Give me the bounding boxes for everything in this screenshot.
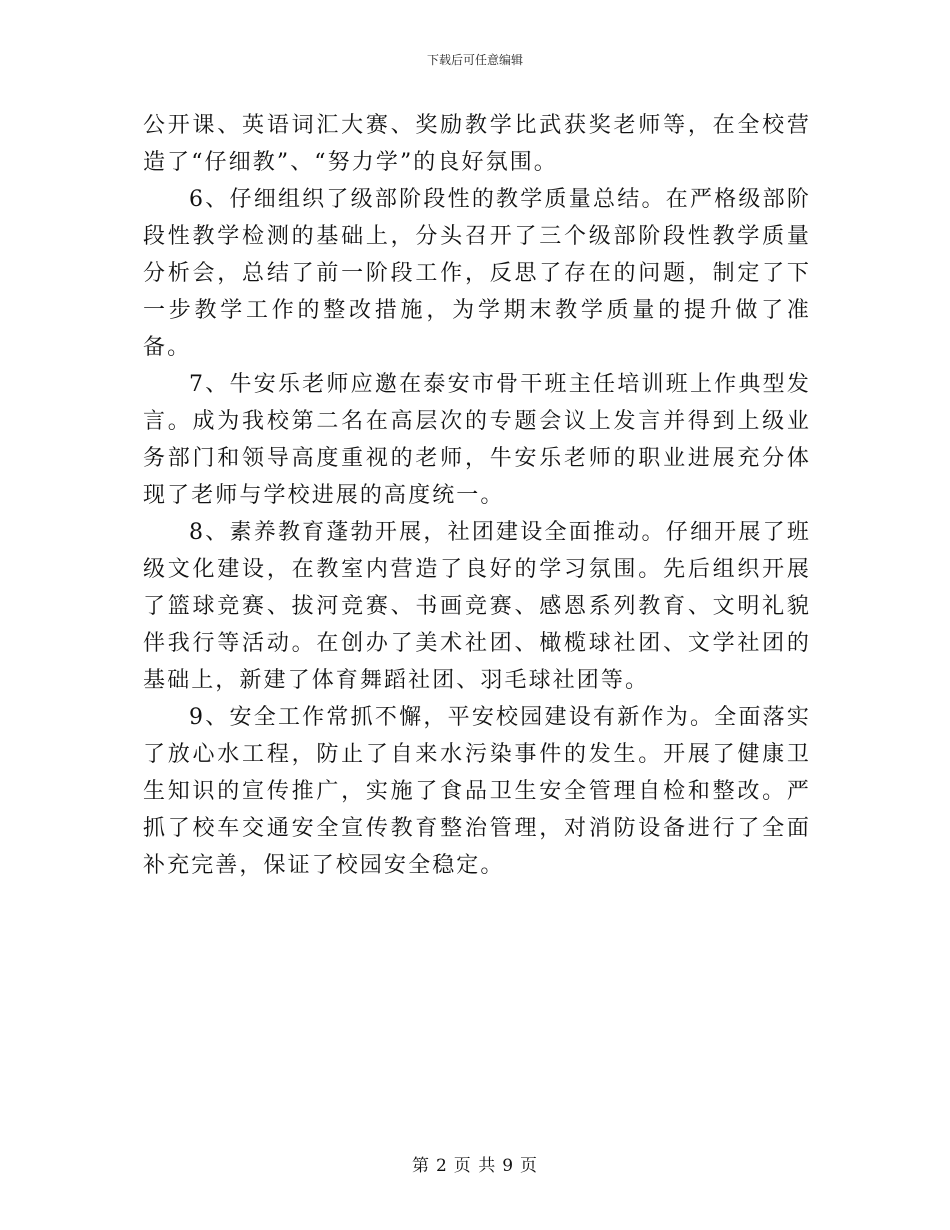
paragraph-item-6: 6、仔细组织了级部阶段性的教学质量总结。在严格级部阶段性教学检测的基础上，分头召开了三个级部阶段性教学质量分析会，总结了前一阶段工作，反思了存在的问题，制定了下一步教学工作的整改措施，为学期末教学质量的提升做了准备。 — [143, 187, 811, 360]
footer-prefix: 第 — [411, 1156, 430, 1176]
page-header — [0, 52, 950, 68]
paragraph-item-9: 9、安全工作常抓不懈，平安校园建设有新作为。全面落实了放心水工程，防止了自来水污染事件的发生。开展了健康卫生知识的宣传推广，实施了食品卫生安全管理自检和整改。严抓了校车交通安全宣传教育整治管理，对消防设备进行了全面补充完善，保证了校园安全稳定。 — [143, 705, 811, 878]
footer-total-pages: 9 — [502, 1156, 515, 1176]
paragraph-item-8: 8、素养教育蓬勃开展，社团建设全面推动。仔细开展了班级文化建设，在教室内营造了良好的学习氛围。先后组织开展了篮球竞赛、拔河竞赛、书画竞赛、感恩系列教育、文明礼貌伴我行等活动。在创办了美术社团、橄榄球社团、文学社团的基础上，新建了体育舞蹈社团、羽毛球社团等。 — [143, 520, 811, 693]
document-body — [143, 107, 811, 884]
footer-suffix: 页 — [520, 1156, 539, 1176]
paragraph-item-7: 7、牛安乐老师应邀在泰安市骨干班主任培训班上作典型发言。成为我校第二名在高层次的专题会议上发言并得到上级业务部门和领导高度重视的老师，牛安乐老师的职业进展充分体现了老师与学校进展的高度统一。 — [143, 372, 811, 508]
page-number-footer — [0, 1155, 950, 1177]
footer-middle: 页 共 — [453, 1156, 497, 1176]
header-note: 下载后可任意编辑 — [426, 53, 523, 67]
footer-current-page: 2 — [435, 1156, 448, 1176]
paragraph-continuation: 公开课、英语词汇大赛、奖励教学比武获奖老师等，在全校营造了“仔细教”、“努力学”的良好氛围。 — [143, 113, 811, 175]
